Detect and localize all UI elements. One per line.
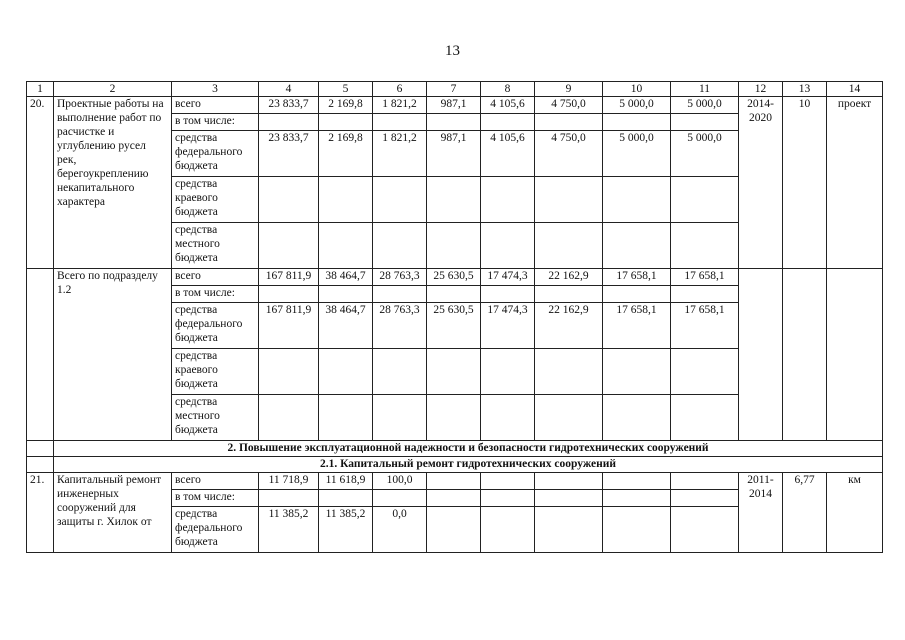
subsection-heading: 2.1. Капитальный ремонт гидротехнических сооружений	[54, 457, 883, 473]
funding-label: всего	[172, 269, 259, 286]
period-cell: 2014-2020	[739, 97, 783, 269]
page-number: 13	[445, 43, 460, 59]
funding-label: средства федерального бюджета	[172, 303, 259, 349]
section-row	[27, 441, 883, 457]
col-header: 13	[783, 82, 827, 97]
funding-label: всего	[172, 97, 259, 114]
col-header: 14	[827, 82, 883, 97]
col-header: 11	[671, 82, 739, 97]
value-cell: 17 658,1	[603, 303, 671, 349]
col-header: 9	[535, 82, 603, 97]
funding-label: средства местного бюджета	[172, 395, 259, 441]
value-cell: 5 000,0	[603, 131, 671, 177]
quantity-cell: 6,77	[783, 473, 827, 553]
value-cell	[427, 473, 481, 490]
value-cell: 28 763,3	[373, 303, 427, 349]
value-cell	[535, 473, 603, 490]
value-cell: 38 464,7	[319, 303, 373, 349]
subtotal-name: Всего по подразделу 1.2	[54, 269, 172, 441]
funding-label: в том числе:	[172, 286, 259, 303]
value-cell: 4 750,0	[535, 131, 603, 177]
value-cell: 2 169,8	[319, 97, 373, 114]
value-cell: 2 169,8	[319, 131, 373, 177]
value-cell: 167 811,9	[259, 303, 319, 349]
column-number-row	[27, 82, 883, 97]
funding-label: в том числе:	[172, 114, 259, 131]
value-cell: 5 000,0	[671, 131, 739, 177]
value-cell: 22 162,9	[535, 303, 603, 349]
funding-label: средства федерального бюджета	[172, 131, 259, 177]
col-header: 3	[172, 82, 259, 97]
table-row	[27, 269, 883, 286]
value-cell: 4 105,6	[481, 131, 535, 177]
value-cell: 5 000,0	[671, 97, 739, 114]
value-cell: 167 811,9	[259, 269, 319, 286]
value-cell: 987,1	[427, 97, 481, 114]
unit-cell: проект	[827, 97, 883, 269]
funding-label: средства местного бюджета	[172, 223, 259, 269]
value-cell: 17 474,3	[481, 269, 535, 286]
value-cell: 1 821,2	[373, 97, 427, 114]
value-cell: 4 105,6	[481, 97, 535, 114]
col-header: 10	[603, 82, 671, 97]
value-cell: 11 385,2	[259, 507, 319, 553]
table-row	[27, 473, 883, 490]
col-header: 4	[259, 82, 319, 97]
section-row	[27, 457, 883, 473]
value-cell: 11 618,9	[319, 473, 373, 490]
col-header: 6	[373, 82, 427, 97]
value-cell: 22 162,9	[535, 269, 603, 286]
value-cell: 17 658,1	[671, 303, 739, 349]
value-cell	[427, 507, 481, 553]
row-number: 20.	[27, 97, 54, 269]
value-cell	[535, 507, 603, 553]
table-row	[27, 97, 883, 114]
funding-label: средства федерального бюджета	[172, 507, 259, 553]
value-cell: 11 718,9	[259, 473, 319, 490]
value-cell: 4 750,0	[535, 97, 603, 114]
col-header: 1	[27, 82, 54, 97]
funding-label: средства краевого бюджета	[172, 349, 259, 395]
value-cell: 987,1	[427, 131, 481, 177]
value-cell: 38 464,7	[319, 269, 373, 286]
item-name: Капитальный ремонт инженерных сооружений для защиты г. Хилок от	[54, 473, 172, 553]
value-cell: 100,0	[373, 473, 427, 490]
col-header: 8	[481, 82, 535, 97]
value-cell: 5 000,0	[603, 97, 671, 114]
value-cell: 25 630,5	[427, 303, 481, 349]
value-cell: 28 763,3	[373, 269, 427, 286]
unit-cell: км	[827, 473, 883, 553]
value-cell: 1 821,2	[373, 131, 427, 177]
funding-label: в том числе:	[172, 490, 259, 507]
item-name: Проектные работы на выполнение работ по расчистке и углублению русел рек, берегоукреплению некапитального характера	[54, 97, 172, 269]
value-cell: 17 658,1	[603, 269, 671, 286]
col-header: 12	[739, 82, 783, 97]
value-cell: 0,0	[373, 507, 427, 553]
value-cell: 25 630,5	[427, 269, 481, 286]
value-cell: 23 833,7	[259, 131, 319, 177]
funding-label: средства краевого бюджета	[172, 177, 259, 223]
col-header: 5	[319, 82, 373, 97]
col-header: 2	[54, 82, 172, 97]
quantity-cell: 10	[783, 97, 827, 269]
value-cell	[481, 473, 535, 490]
value-cell: 11 385,2	[319, 507, 373, 553]
col-header: 7	[427, 82, 481, 97]
period-cell: 2011-2014	[739, 473, 783, 553]
value-cell	[481, 507, 535, 553]
value-cell: 17 474,3	[481, 303, 535, 349]
budget-table	[26, 81, 883, 553]
funding-label: всего	[172, 473, 259, 490]
section-heading: 2. Повышение эксплуатационной надежности и безопасности гидротехнических сооружений	[54, 441, 883, 457]
value-cell: 17 658,1	[671, 269, 739, 286]
row-number: 21.	[27, 473, 54, 553]
value-cell	[603, 507, 671, 553]
value-cell: 23 833,7	[259, 97, 319, 114]
value-cell	[671, 473, 739, 490]
value-cell	[603, 473, 671, 490]
value-cell	[671, 507, 739, 553]
